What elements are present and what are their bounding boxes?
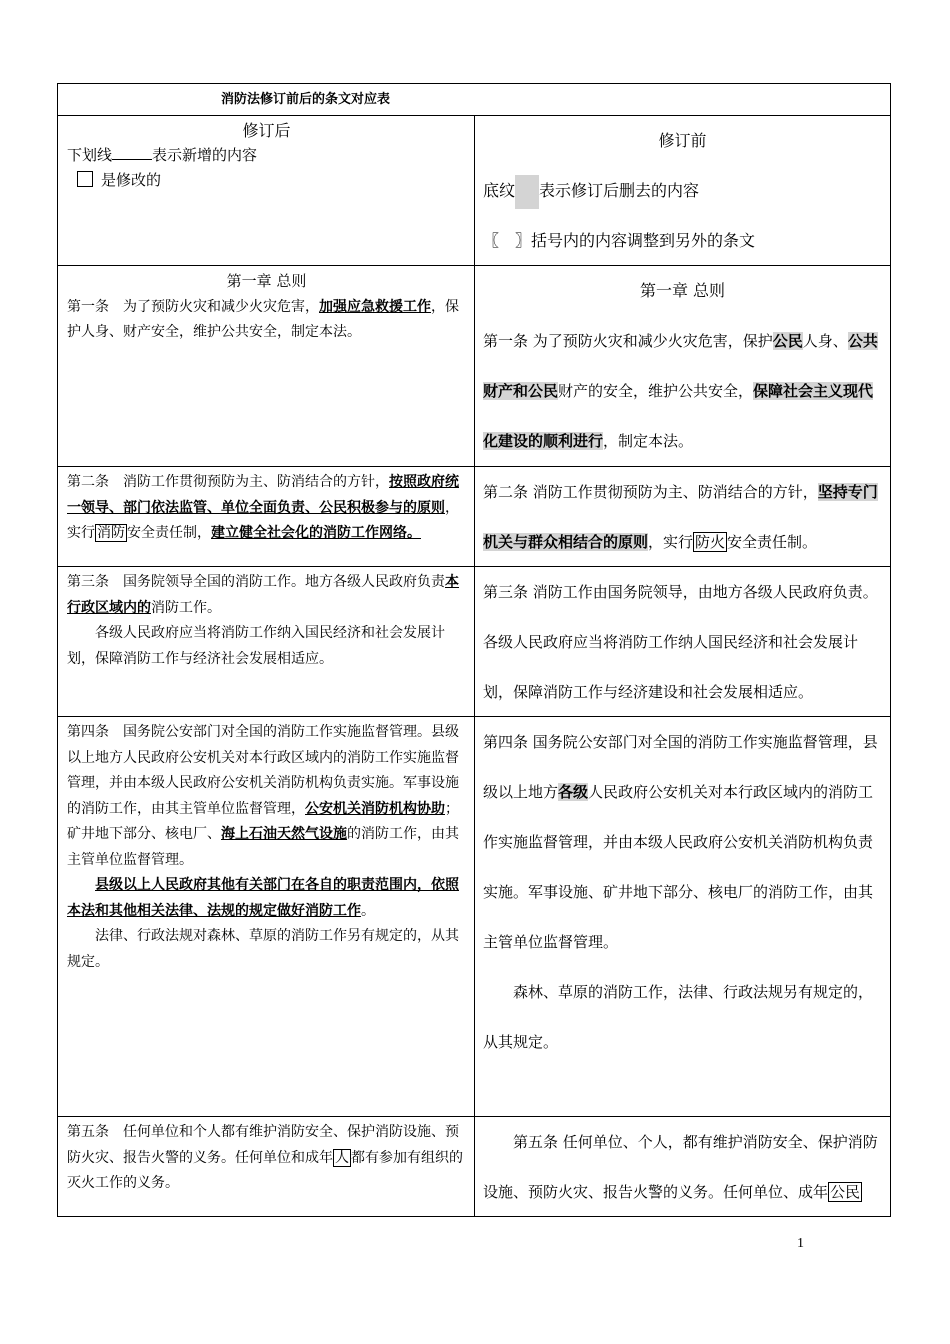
text-segment: 表示修订后删去的内容 — [539, 181, 700, 200]
bracket-legend: 〖 〗括号内的内容调整到另外的条文 — [483, 231, 756, 250]
article-4-original-text-1 — [483, 717, 882, 967]
table-title: 消防法修订前后的条文对应表 — [58, 84, 890, 116]
article-5-revised-text — [67, 1120, 466, 1197]
article-4-original-text-2: 森林、草原的消防工作，法律、行政法规另有规定的，从其规定。 — [483, 983, 874, 1051]
box-legend — [67, 168, 466, 193]
text-segment: ，实行 — [67, 499, 459, 541]
box-sample-icon — [77, 171, 93, 187]
article-2-row — [58, 467, 890, 567]
article-1-row — [58, 266, 890, 467]
text-segment: 是修改的 — [101, 171, 162, 189]
text-segment: 按照政府统一领导、部门依法监管、单位全面负责、公民积极参与的原则 — [67, 474, 459, 516]
article-2-revised — [58, 467, 475, 566]
text-segment: 第一条 为了预防火灾和减少火灾危害，保护 — [483, 332, 773, 350]
text-segment: 的消防工作，由其主管单位监督管理。 — [67, 826, 459, 868]
text-segment: 下划线 — [67, 146, 113, 164]
article-4-revised-text-3: 法律、行政法规对森林、草原的消防工作另有规定的，从其规定。 — [67, 928, 459, 970]
text-segment: 底纹 — [483, 181, 516, 200]
text-segment: 安全责任制， — [127, 525, 211, 541]
text-segment: 县级以上人民政府其他有关部门在各自的职责范围内，依照本法和其他相关法律、法规的规定做好消防工作 — [67, 877, 459, 919]
article-4-original — [475, 717, 890, 1116]
article-3-original-text: 第三条 消防工作由国务院领导，由地方各级人民政府负责。各级人民政府应当将消防工作纳人国民经济和社会发展计划，保障消防工作与经济建设和社会发展相适应。 — [483, 583, 878, 701]
article-1-revised — [58, 266, 475, 466]
article-1-revised-text — [67, 295, 466, 346]
underline-sample — [112, 145, 152, 160]
page-number: 1 — [797, 1236, 804, 1251]
article-2-original-text — [483, 467, 882, 566]
text-segment: 防火 — [695, 533, 726, 551]
header-left-cell — [58, 116, 475, 265]
article-2-original — [475, 467, 890, 566]
text-segment: 消防工作。 — [151, 599, 221, 616]
article-4-revised-text-1 — [67, 720, 466, 873]
text-segment: 公民 — [830, 1183, 861, 1201]
text-segment: 公民 — [772, 332, 803, 350]
text-segment: 第一条 为了预防火灾和减少火灾危害， — [67, 298, 319, 315]
comparison-table — [57, 83, 891, 1217]
article-5-row — [58, 1117, 890, 1216]
header-row — [58, 116, 890, 266]
text-segment: 加强应急救援工作 — [319, 298, 431, 315]
article-5-revised — [58, 1117, 475, 1216]
text-segment: 人身、 — [802, 332, 848, 350]
text-segment: 各级 — [558, 783, 589, 801]
text-segment: 。 — [361, 902, 375, 919]
chapter-heading-original: 第一章 总则 — [639, 281, 726, 300]
text-segment: 消防 — [97, 525, 125, 541]
text-segment: 表示新增的内容 — [152, 146, 258, 164]
article-5-original — [475, 1117, 890, 1216]
text-segment: 都有参加有组织的灭火工作的义务。 — [67, 1149, 463, 1191]
text-segment: 建立健全社会化的消防工作网络。 — [211, 525, 421, 541]
article-3-original — [475, 567, 890, 716]
text-segment: 公安机关消防机构协助 — [305, 800, 445, 817]
text-segment: ，保护人身、财产安全，维护公共安全，制定本法。 — [67, 298, 459, 340]
article-3-revised — [58, 567, 475, 716]
right-column-title: 修订前 — [658, 131, 707, 150]
article-4-revised — [58, 717, 475, 1116]
underline-legend — [67, 143, 466, 168]
text-segment: ，制定本法。 — [603, 432, 694, 450]
article-4-revised-text-2 — [67, 873, 466, 924]
shade-sample — [515, 175, 539, 209]
left-column-title: 修订后 — [242, 121, 291, 140]
article-5-original-text — [483, 1117, 882, 1216]
text-segment: ，实行 — [648, 533, 694, 551]
text-segment: 安全责任制。 — [727, 533, 818, 551]
text-segment: 海上石油天然气设施 — [221, 826, 347, 842]
article-1-original — [475, 266, 890, 466]
chapter-heading-revised: 第一章 总则 — [226, 272, 307, 290]
header-right-cell — [475, 116, 890, 265]
text-segment: 第三条 国务院领导全国的消防工作。地方各级人民政府负责 — [67, 574, 445, 590]
article-3-row — [58, 567, 890, 717]
article-1-original-text — [483, 316, 882, 466]
text-segment: 第四条 国务院公安部门对全国的消防工作实施监督管理，县级以上地方 — [483, 733, 878, 801]
text-segment: 本行政区域内的 — [67, 574, 459, 616]
text-segment: 保障社会主义现代化建设的顺利进行 — [483, 382, 874, 450]
shade-legend — [483, 166, 882, 216]
text-segment: 公共财产和公民 — [483, 332, 878, 400]
article-4-row — [58, 717, 890, 1117]
text-segment: 第五条 任何单位和个人都有维护消防安全、保护消防设施、预防火灾、报告火警的义务。任何单位和成年 — [67, 1124, 459, 1166]
text-segment: 人民政府公安机关对本行政区域内的消防工作实施监督管理，并由本级人民政府公安机关消防机构负责实施。军事设施、矿井地下部分、核电厂的消防工作，由其主管单位监督管理。 — [483, 783, 874, 951]
article-2-revised-text — [67, 470, 466, 547]
text-segment: 财产的安全，维护公共安全， — [558, 382, 754, 400]
text-segment: 第二条 消防工作贯彻预防为主、防消结合的方针， — [67, 474, 389, 490]
text-segment: 第二条 消防工作贯彻预防为主、防消结合的方针， — [483, 483, 818, 501]
text-segment: 第五条 任何单位、个人，都有维护消防安全、保护消防设施、预防火灾、报告火警的义务。任何单位、成年 — [483, 1133, 878, 1201]
text-segment: ；矿井地下部分、核电厂、 — [67, 800, 459, 842]
text-segment: 人 — [335, 1149, 349, 1166]
text-segment: 坚持专门机关与群众相结合的原则 — [483, 483, 878, 551]
article-3-revised-text-1 — [67, 570, 466, 621]
article-3-revised-text-2: 各级人民政府应当将消防工作纳入国民经济和社会发展计划，保障消防工作与经济社会发展相适应。 — [67, 625, 445, 667]
text-segment: 第四条 国务院公安部门对全国的消防工作实施监督管理。县级以上地方人民政府公安机关对本行政区域内的消防工作实施监督管理，并由本级人民政府公安机关消防机构负责实施。军事设施的消防工作，由其主管单位监督管理， — [67, 724, 459, 817]
